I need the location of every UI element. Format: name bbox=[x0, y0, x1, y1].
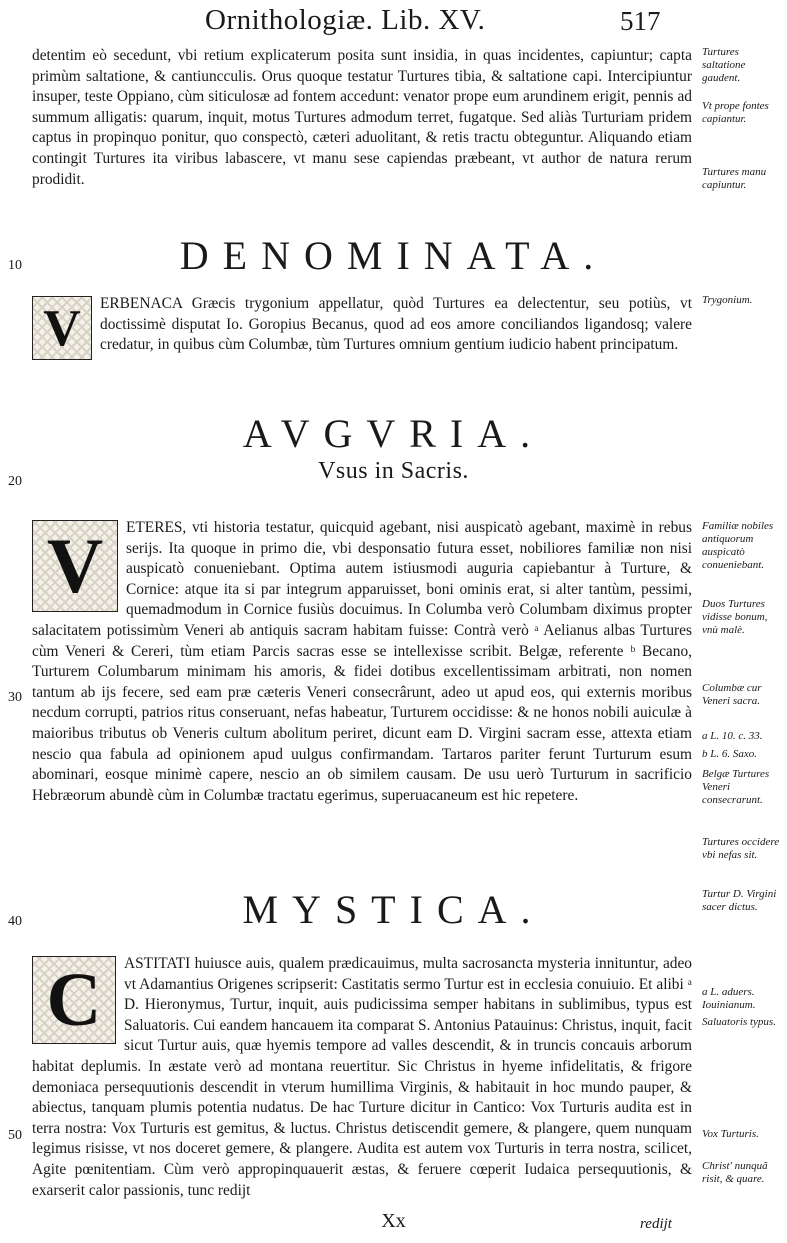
line-number: 20 bbox=[8, 474, 22, 489]
line-number: 40 bbox=[8, 914, 22, 929]
section-heading-auguria: AVGVRIA. bbox=[242, 411, 545, 456]
margin-note: Belgæ Turtures Veneri consecrarunt. bbox=[702, 768, 770, 806]
catchword: redijt bbox=[640, 1216, 672, 1232]
line-number: 50 bbox=[8, 1128, 22, 1143]
signature-mark: Xx bbox=[381, 1210, 406, 1232]
section-heading-mystica: MYSTICA. bbox=[242, 887, 545, 932]
margin-note: Vt prope fontes capiantur. bbox=[702, 100, 769, 125]
paragraph-denominata bbox=[32, 294, 692, 360]
margin-note: Christ' nunquã risit, & quare. bbox=[702, 1160, 768, 1185]
margin-note: Vox Turturis. bbox=[702, 1128, 759, 1140]
line-number: 10 bbox=[8, 258, 22, 273]
margin-note: a L. 10. c. 33. bbox=[702, 730, 763, 742]
section-subheading: Vsus in Sacris. bbox=[318, 458, 469, 484]
line-number: 30 bbox=[8, 690, 22, 705]
margin-note: Duos Turtures vidisse bonum, vnù malè. bbox=[702, 598, 768, 636]
margin-note: Turtures manu capiuntur. bbox=[702, 166, 767, 191]
paragraph-text: ASTITATI huiusce auis, qualem prædicauimus, multa sacrosancta mysteria innituntur, adeo vt Adamantius Origenes scripserit: Castitatis sermo Turtur est in ecclesia conuiuio. Et alibi ᵃ D. Hieronymus, Turtur, inquit, auis pudicissima semper habitans in sublimibus, typus est Saluatoris. Cui eandem hancauem ita comparat S. Antonius Patauinus: Christus, inquit, facit sicut Turtur auis, quæ hyemis tempore ad valles descendit, & in truncis concauis arborum habitat deplumis. In æstate verò ad montana reuertitur. Sic Christus in hyeme infidelitatis, & frigore demoniaca persequutionis descendit in vterum humillima Virginis, & habitauit in hoc mundo pauper, & abiectus, tanquam plumis potentia nudatus. De hac Turture dicitur in Cantico: Vox Turturis audita est in terra nostra: Vox Turturis est gemitus, & luctus. Christus detiscendit gemere, & plangere, quem nunquam legimus risisse, vt nos doceret gemere, & plangere. Audita est autem vox Turturis in terra nostra, scilicet, Agite pœnitentiam. Cùm verò appropinquauerit æstas, & feruere cœperit Iudaica persequutionis, & exarserit calor passionis, tunc redijt bbox=[32, 955, 692, 1199]
decorated-initial: C bbox=[32, 956, 116, 1044]
paragraph-auguria bbox=[32, 518, 692, 806]
page-number: 517 bbox=[620, 6, 661, 36]
margin-note: Trygonium. bbox=[702, 294, 753, 306]
margin-note: a L. aduers. Iouinianum. bbox=[702, 986, 756, 1011]
running-head-title: Ornithologiæ. Lib. XV. bbox=[205, 4, 486, 36]
margin-note: Turtures saltatione gaudent. bbox=[702, 46, 746, 84]
paragraph-capture bbox=[32, 46, 692, 190]
decorated-initial: V bbox=[32, 520, 118, 612]
paragraph-text: ETERES, vti historia testatur, quicquid agebant, nisi auspicatò agebant, maximè in rebus serijs. Ita quoque in primo die, vbi desponsatio futura esset, nobiliores familiæ non nisi auspicatò conueniebant. Optima autem istiusmodi auguria capiebantur à Turture, & Cornice: atque ita si par integrum apparuisset, boni ominis erat, si alter tantùm, pessimi, quemadmodum in Cornice fusiùs docuimus. In Columba verò Columbam diximus propter salacitatem potissimùm Veneri ab antiquis sacram habitam fuisse: Contrà verò ᵃ Aelianus albas Turtures cùm Veneri & Cereri, tùm etiam Parcis sacras esse se intellexisse scribit. Belgæ, referente ᵇ Becano, Turturem Columbarum minimam his amoris, & fidei dotibus excellentissimam arbitrati, non nomen tantum ab ijs fecere, sed eam præ cæteris Veneri consecrârunt, adeo ut apud eos, qui externis moribus necdum corrupti, patrios ritus conseruant, nefas habeatur, Turturem occidisse: & ne honos nobili auiculæ à maioribus tributus ob Veneris cultum abolitum periret, dicunt eam D. Virgini sacram esse, attexta etiam nescio qua fabula ad opinionem apud uulgus confirmandam. Tartaros pariter ferunt Turturum esum abominari, eosque minimè capere, nescio an ob similem causam. De usu uerò Turturum in sacrificio Hebræorum abundè cùm in Columbæ tractatu egerimus, superuacaneum est hic repetere. bbox=[32, 519, 692, 804]
decorated-initial: V bbox=[32, 296, 92, 360]
margin-note: Familiæ nobiles antiquorum auspicatò conueniebant. bbox=[702, 520, 774, 571]
margin-note: Turtur D. Virgini sacer dictus. bbox=[702, 888, 777, 913]
running-head bbox=[0, 4, 787, 40]
paragraph-text: ERBENACA Græcis trygonium appellatur, quòd Turtures ea delectentur, seu potiùs, vt doctissimè disputat Io. Goropius Becanus, quod ad eos amore conciliandos ligandosq; valere credatur, in quibus cùm Columbæ, tùm Turtures omnium gentium iudicio habent principatum. bbox=[100, 295, 692, 354]
margin-note: b L. 6. Saxo. bbox=[702, 748, 757, 760]
paragraph-mystica bbox=[32, 954, 692, 1201]
margin-note: Columbæ cur Veneri sacra. bbox=[702, 682, 762, 707]
section-heading-denominata: DENOMINATA. bbox=[179, 233, 608, 278]
margin-note: Saluatoris typus. bbox=[702, 1016, 776, 1028]
paragraph-text: detentim eò secedunt, vbi retium explicaterum posita sunt insidia, in quas incidentes, capiuntur; capta primùm saltatione, & cantiuncculis. Orus quoque testatur Turtures tibia, & saltatione capi. Intercipiuntur insuper, teste Oppiano, cùm siticulosæ ad fontem accedunt: venator prope eum arundinem erigit, pennis ad summum alligatis: quarum, inquit, motus Turtures admodum terret, fugatque. Sed aliàs Turturiam pridem captus in propinquo ponitur, quo conspectò, cæteri aduolitant, & retis tractu obteguntur. Aliquando etiam contingit Turtures ita viribus labascere, vt manu sese capiendas præbeant, vt author de natura rerum prodidit. bbox=[32, 47, 692, 188]
margin-note: Turtures occidere vbi nefas sit. bbox=[702, 836, 780, 861]
